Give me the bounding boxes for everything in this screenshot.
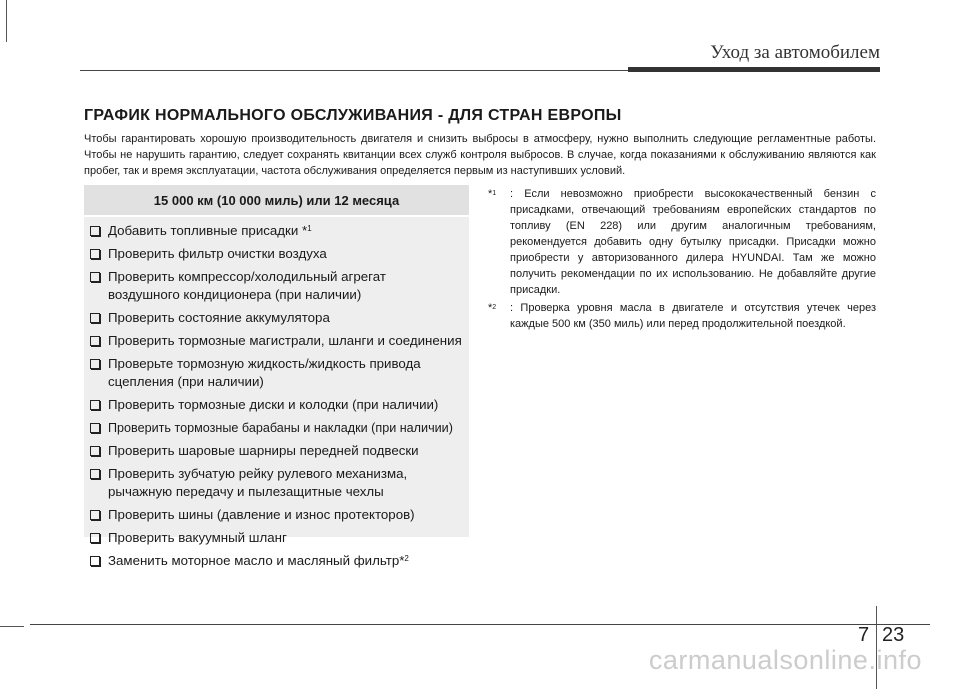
- item-text: Проверить тормозные барабаны и накладки (при наличии): [108, 421, 453, 435]
- crop-mark: [0, 626, 24, 627]
- checklist-item: [88, 309, 469, 327]
- checkbox-icon: [90, 336, 100, 346]
- item-text: Проверить вакуумный шланг: [108, 530, 287, 545]
- item-text-continued: сцепления (при наличии): [108, 374, 264, 389]
- item-text: Проверьте тормозную жидкость/жидкость привода: [108, 356, 421, 371]
- checklist-item: [88, 465, 469, 501]
- checkbox-icon: [90, 359, 100, 369]
- chapter-number: 7: [858, 624, 870, 646]
- checkbox-icon: [90, 469, 100, 479]
- checkbox-icon: [90, 423, 100, 433]
- checkbox-icon: [90, 556, 100, 566]
- item-text: Проверить состояние аккумулятора: [108, 310, 330, 325]
- checkbox-icon: [90, 533, 100, 543]
- item-text: Проверить шаровые шарниры передней подвески: [108, 443, 419, 458]
- item-text: Проверить компрессор/холодильный агрегат: [108, 269, 386, 284]
- checkbox-icon: [90, 249, 100, 259]
- item-text: Проверить тормозные магистрали, шланги и соединения: [108, 333, 462, 348]
- checklist-item: [88, 442, 469, 460]
- checklist-item: [88, 529, 469, 547]
- checkbox-icon: [90, 226, 100, 236]
- watermark: carmanualsonline.info: [648, 645, 922, 675]
- checkbox-icon: [90, 510, 100, 520]
- footnote-mark: *$^2$: [488, 302, 497, 314]
- footnote-text: : Если невозможно приобрести высококачественный бензин с присадками, отвечающий требованиям европейских стандартов по топливу (EN 228) или другим аналогичным требованиям, рекомендуется добавить одну бутылку присадки. Присадки можно приобрести у авторизованного дилера HYUNDAI. Там же можно получить рекомендации по их использованию. Не добавляйте другие присадки.: [510, 188, 876, 296]
- checklist-item: [88, 332, 469, 350]
- checklist-item: [88, 396, 469, 414]
- item-text: Добавить топливные присадки *: [108, 223, 308, 238]
- footnote: [488, 186, 876, 298]
- footnote-text: : Проверка уровня масла в двигателе и отсутствия утечек через каждые 500 км (350 миль) или перед продолжительной поездкой.: [510, 302, 876, 330]
- checklist-item: [88, 419, 469, 437]
- item-text: Проверить фильтр очистки воздуха: [108, 246, 327, 261]
- section-title: ГРАФИК НОРМАЛЬНОГО ОБСЛУЖИВАНИЯ - ДЛЯ СТРАН ЕВРОПЫ: [84, 107, 622, 124]
- checklist-item: [88, 552, 469, 570]
- item-text: Проверить зубчатую рейку рулевого механизма,: [108, 466, 408, 481]
- item-text: Проверить шины (давление и износ протекторов): [108, 507, 415, 522]
- schedule-header: 15 000 км (10 000 миль) или 12 месяца: [84, 185, 469, 217]
- item-text-continued: рычажную передачу и пылезащитные чехлы: [108, 484, 384, 499]
- checkbox-icon: [90, 446, 100, 456]
- checkbox-icon: [90, 313, 100, 323]
- schedule-list: [84, 222, 469, 570]
- header-rule: [80, 70, 635, 71]
- checklist-item: [88, 355, 469, 391]
- checkbox-icon: [90, 272, 100, 282]
- checkbox-icon: [90, 400, 100, 410]
- checklist-item: [88, 268, 469, 304]
- page-number: 23: [882, 624, 905, 646]
- footnotes: [488, 186, 876, 334]
- checklist-item: [88, 506, 469, 524]
- footnote-mark: *$^1$: [488, 188, 497, 200]
- chapter-header: Уход за автомобилем: [710, 42, 880, 63]
- intro-paragraph: Чтобы гарантировать хорошую производительность двигателя и снизить выбросы в атмосферу, нужно выполнить следующие регламентные работы. Чтобы не нарушить гарантию, следует сохранять квитанции всех служб контроля выбросов. В случае, когда показаниями к обслуживанию являются как пробег, так и время эксплуатации, частота обслуживания определяется первым из наступивших условий.: [84, 133, 876, 177]
- checklist-item: [88, 222, 469, 240]
- footnote-ref: 1: [307, 224, 312, 233]
- footnote-ref: 2: [404, 554, 409, 563]
- footnote: [488, 300, 876, 332]
- header-rule-thick: [628, 67, 880, 72]
- item-text-continued: воздушного кондиционера (при наличии): [108, 287, 362, 302]
- schedule-box: [84, 185, 469, 568]
- checklist-item: [88, 245, 469, 263]
- footer-rule: [30, 624, 930, 625]
- crop-mark: [6, 0, 7, 42]
- item-text: Проверить тормозные диски и колодки (при наличии): [108, 397, 439, 412]
- item-text: Заменить моторное масло и масляный фильтр*: [108, 553, 405, 568]
